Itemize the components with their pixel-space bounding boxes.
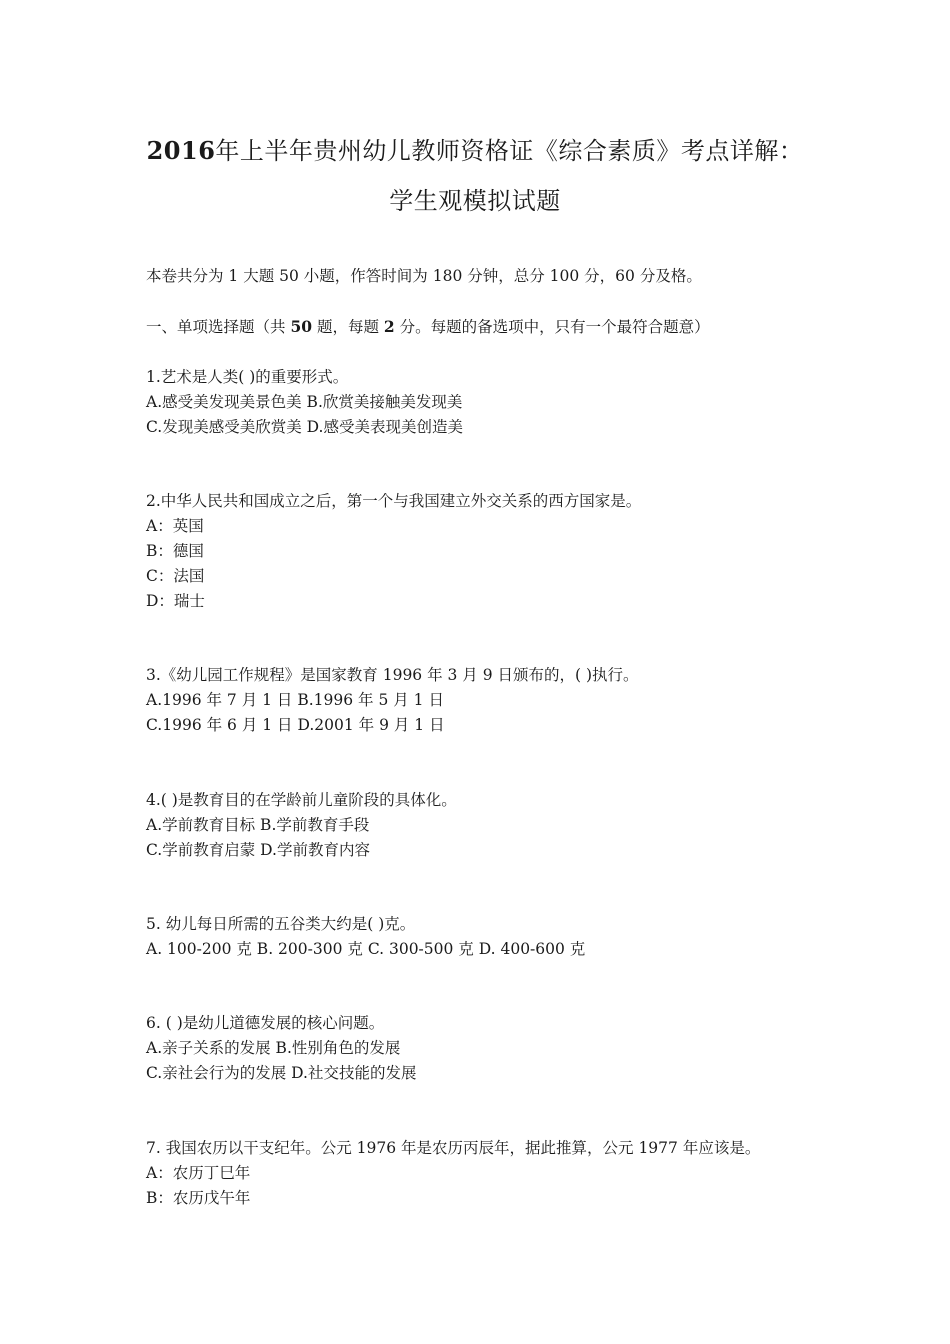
question-stem: 4.( )是教育目的在学龄前儿童阶段的具体化。 <box>146 791 457 809</box>
document-title <box>0 136 950 166</box>
question-option: A：英国 <box>146 517 204 535</box>
question-option: B：农历戊午年 <box>146 1189 251 1207</box>
question-option: A. 100-200 克 B. 200-300 克 C. 300-500 克 D. 400-600 克 <box>146 940 586 958</box>
question-stem: 7. 我国农历以干支纪年。公元 1976 年是农历丙辰年，据此推算，公元 1977 年应该是。 <box>146 1139 761 1157</box>
question-option: C.亲社会行为的发展 D.社交技能的发展 <box>146 1064 417 1082</box>
question-stem: 1.艺术是人类( )的重要形式。 <box>146 368 349 386</box>
title-text: 年上半年贵州幼儿教师资格证《综合素质》考点详解： <box>215 137 804 165</box>
question-option: A.感受美发现美景色美 B.欣赏美接触美发现美 <box>146 393 463 411</box>
question-option: C.发现美感受美欣赏美 D.感受美表现美创造美 <box>146 418 463 436</box>
exam-intro: 本卷共分为 1 大题 50 小题，作答时间为 180 分钟，总分 100 分，60 分及格。 <box>146 267 702 285</box>
points-per-question: 2 <box>383 317 395 336</box>
question-option: C.1996 年 6 月 1 日 D.2001 年 9 月 1 日 <box>146 716 445 734</box>
question-option: C.学前教育启蒙 D.学前教育内容 <box>146 841 370 859</box>
question-option: D：瑞士 <box>146 592 205 610</box>
question-stem: 5. 幼儿每日所需的五谷类大约是( )克。 <box>146 915 416 933</box>
question-option: C：法国 <box>146 567 205 585</box>
question-stem: 3.《幼儿园工作规程》是国家教育 1996 年 3 月 9 日颁布的，( )执行。 <box>146 666 639 684</box>
question-option: A：农历丁巳年 <box>146 1164 251 1182</box>
document-subtitle: 学生观模拟试题 <box>389 187 561 215</box>
question-option: A.1996 年 7 月 1 日 B.1996 年 5 月 1 日 <box>146 691 444 709</box>
question-option: A.学前教育目标 B.学前教育手段 <box>146 816 370 834</box>
title-year: 2016 <box>146 136 216 165</box>
section-heading: 一、单项选择题（共 50 题，每题 2 分。每题的备选项中，只有一个最符合题意） <box>146 317 710 336</box>
question-option: A.亲子关系的发展 B.性别角色的发展 <box>146 1039 401 1057</box>
question-stem: 2.中华人民共和国成立之后，第一个与我国建立外交关系的西方国家是。 <box>146 492 642 510</box>
question-count: 50 <box>290 317 313 336</box>
question-option: B：德国 <box>146 542 204 560</box>
question-stem: 6. ( )是幼儿道德发展的核心问题。 <box>146 1014 385 1032</box>
